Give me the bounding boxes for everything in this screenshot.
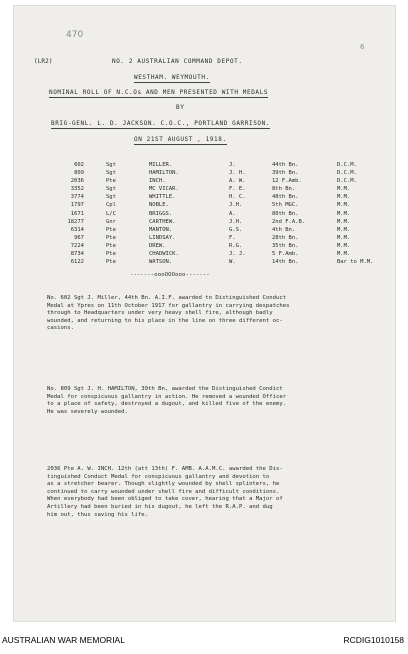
- rank: Pte: [106, 178, 116, 185]
- unit: 80th Bn.: [272, 210, 299, 217]
- unit: 2nd F.A.B.: [272, 218, 306, 225]
- initials: J.H.: [229, 202, 243, 209]
- initials: A. W.: [229, 178, 246, 185]
- award: M.M.: [337, 210, 351, 217]
- header-line-6: ON 21ST AUGUST , 1918.: [134, 136, 227, 143]
- initials: J.H.: [229, 218, 243, 225]
- surname: CARTHEW.: [149, 218, 176, 225]
- surname: WATSON.: [149, 259, 173, 266]
- pencil-corner-mark: 6: [360, 43, 365, 51]
- archive-identifier: RCDIG1010158: [343, 635, 404, 645]
- award: M.M.: [337, 218, 351, 225]
- award: M.M.: [337, 242, 351, 249]
- unit: 12 F.Amb.: [272, 178, 302, 185]
- award: M.M.: [337, 186, 351, 193]
- service-number: 6314: [70, 226, 84, 233]
- unit: 35th Bn.: [272, 242, 299, 249]
- service-number: 2036: [70, 178, 84, 185]
- section-divider: -------oooOOOooo-------: [130, 272, 210, 278]
- archive-credit: AUSTRALIAN WAR MEMORIAL: [2, 635, 125, 645]
- pencil-page-number: 470: [66, 30, 84, 40]
- award: M.M.: [337, 234, 351, 241]
- service-number: 809: [74, 170, 84, 177]
- initials: G.S.: [229, 226, 243, 233]
- initials: H. C.: [229, 194, 246, 201]
- service-number: 602: [74, 162, 84, 168]
- initials: F. E.: [229, 186, 246, 193]
- initials: J.: [229, 162, 236, 168]
- initials: J. J.: [229, 251, 246, 258]
- rank: Sgt: [106, 170, 116, 177]
- award: D.C.M.: [337, 178, 357, 185]
- header-line-1: NO. 2 AUSTRALIAN COMMAND DEPOT.: [112, 58, 243, 65]
- award: M.M.: [337, 202, 351, 209]
- award: D.C.M.: [337, 170, 357, 177]
- award: D.C.M.: [337, 162, 357, 168]
- surname: CHADWICK.: [149, 251, 179, 258]
- initials: F.: [229, 234, 236, 241]
- unit: 14th Bn.: [272, 259, 299, 266]
- rank: Pte: [106, 234, 116, 241]
- citation-paragraph: No. 809 Sgt J. H. HAMILTON, 39th Bn, awarded the Distinguished Condict Medal for conspicuous gallantry in action. He removed a wounded Officer to a place of safety, destroyed a dugout, and killed five of the enemy. He was severely wounded.: [47, 386, 287, 415]
- surname: HAMILTON.: [149, 170, 179, 177]
- surname: MC VICAR.: [149, 186, 179, 193]
- service-number: 1797: [70, 202, 84, 209]
- award: M.M.: [337, 194, 351, 201]
- initials: J. H.: [229, 170, 246, 177]
- surname: DREW.: [149, 242, 166, 249]
- surname: MILLER.: [149, 162, 173, 168]
- rank: Cpl: [106, 202, 116, 209]
- rank: Sgt: [106, 162, 116, 168]
- rank: Sgt: [106, 194, 116, 201]
- award: M.M.: [337, 251, 351, 258]
- unit: 4th Bn.: [272, 226, 296, 233]
- rank: Gnr: [106, 218, 116, 225]
- service-number: 967: [74, 234, 84, 241]
- surname: BRIGGS.: [149, 210, 173, 217]
- service-number: 8734: [70, 251, 84, 258]
- unit: 8th Bn.: [272, 186, 296, 193]
- service-number: 6122: [70, 259, 84, 266]
- surname: WHITTLE.: [149, 194, 176, 201]
- header-line-2: WESTHAM. WEYMOUTH.: [134, 74, 210, 81]
- rank: Pte: [106, 226, 116, 233]
- service-number: 1671: [70, 210, 84, 217]
- rank: L/C: [106, 210, 116, 217]
- surname: INCH.: [149, 178, 166, 185]
- service-number: 7224: [70, 242, 84, 249]
- initials: A.: [229, 210, 236, 217]
- service-number: 3352: [70, 186, 84, 193]
- unit: 39th Bn.: [272, 170, 299, 177]
- unit: 44th Bn.: [272, 162, 299, 168]
- citation-paragraph: 2036 Pte A. W. INCH. 12th (att 13th) F. AMB. A.A.M.C. awarded the Dis- tinguished Conduct Medal for conspicuous gallantry and devotion to as a stretcher bearer. Though slightly wounded by shell splinters, he continued to carry wounded under shell fire and difficult conditions. When everybody had been obliged to take cover, hearing that a Major of Artillery had been buried in his dugout, he left the R.A.P. and dug him out, thus saving his life.: [47, 466, 283, 518]
- service-number: 18277: [67, 218, 84, 225]
- unit: 28th Bn.: [272, 234, 299, 241]
- rank: Pte: [106, 259, 116, 266]
- citation-paragraph: No. 602 Sgt J. Miller, 44th Bn. A.I.F. awarded to Distinguished Conduct Medal at Ypres on 11th October 1917 for gallantry in carrying despatches through to Headquarters under very heavy shell fire, although badly wounded, and returning to his place in the line on three different oc- casions.: [47, 295, 290, 332]
- surname: MANTON.: [149, 226, 173, 233]
- rank: Pte: [106, 251, 116, 258]
- surname: NOBLE.: [149, 202, 169, 209]
- header-line-3: NOMINAL ROLL OF N.C.Os AND MEN PRESENTED WITH MEDALS: [49, 89, 269, 96]
- unit: 5th MGC.: [272, 202, 299, 209]
- rank: Sgt: [106, 186, 116, 193]
- initials: W.: [229, 259, 236, 266]
- award: Bar to M.M.: [337, 259, 374, 266]
- reference-code: (LR2): [34, 58, 53, 65]
- award: M.M.: [337, 226, 351, 233]
- rank: Pte: [106, 242, 116, 249]
- service-number: 3774: [70, 194, 84, 201]
- unit: 5 F.Amb.: [272, 251, 299, 258]
- surname: LINDSAY.: [149, 234, 176, 241]
- header-line-4: BY: [176, 104, 185, 111]
- initials: R.G.: [229, 242, 243, 249]
- header-line-5: BRIG-GENL. L. D. JACKSON. C.O.C., PORTLAND GARRISON.: [51, 120, 271, 127]
- document-page: [14, 6, 395, 621]
- unit: 48th Bn.: [272, 194, 299, 201]
